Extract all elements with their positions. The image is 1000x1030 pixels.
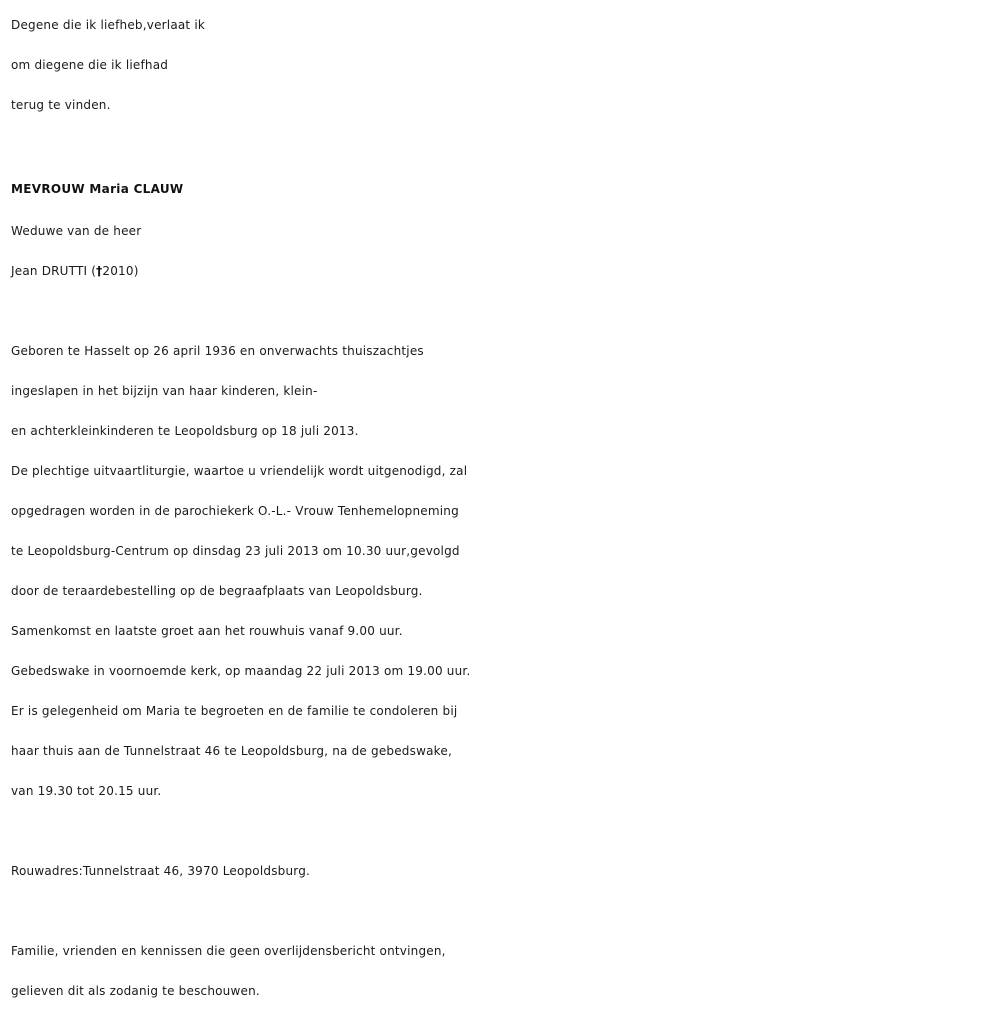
announcement-line: van 19.30 tot 20.15 uur. xyxy=(11,784,162,798)
widow-line: Weduwe van de heer xyxy=(11,224,142,238)
announcement-line: De plechtige uitvaartliturgie, waartoe u vriendelijk wordt uitgenodigd, zal xyxy=(11,464,468,478)
spouse-name: Jean DRUTTI ( xyxy=(11,264,97,278)
poem-line: terug te vinden. xyxy=(11,98,111,112)
announcement-line: door de teraardebestelling op de begraafplaats van Leopoldsburg. xyxy=(11,584,423,598)
spouse-death-year: 2010) xyxy=(102,264,139,278)
deceased-block xyxy=(11,167,1000,291)
closing-block xyxy=(11,931,1000,1011)
spacer xyxy=(11,811,1000,851)
announcement-line: Geboren te Hasselt op 26 april 1936 en onverwachts thuiszachtjes xyxy=(11,344,424,358)
announcement-block xyxy=(11,331,1000,811)
poem-block xyxy=(11,5,1000,125)
announcement-line: opgedragen worden in de parochiekerk O.-L.- Vrouw Tenhemelopneming xyxy=(11,504,459,518)
spacer xyxy=(11,291,1000,331)
closing-line: gelieven dit als zodanig te beschouwen. xyxy=(11,984,260,998)
spacer xyxy=(11,891,1000,931)
announcement-line: te Leopoldsburg-Centrum op dinsdag 23 juli 2013 om 10.30 uur,gevolgd xyxy=(11,544,460,558)
announcement-line: Gebedswake in voornoemde kerk, op maandag 22 juli 2013 om 19.00 uur. xyxy=(11,664,471,678)
spouse-line xyxy=(11,251,1000,291)
mourning-address: Rouwadres:Tunnelstraat 46, 3970 Leopoldsburg. xyxy=(11,864,311,878)
deceased-name: MEVROUW Maria CLAUW xyxy=(11,182,184,196)
announcement-line: Samenkomst en laatste groet aan het rouwhuis vanaf 9.00 uur. xyxy=(11,624,403,638)
poem-line: Degene die ik liefheb,verlaat ik xyxy=(11,18,206,32)
announcement-line: Er is gelegenheid om Maria te begroeten en de familie te condoleren bij xyxy=(11,704,458,718)
address-block xyxy=(11,851,1000,891)
announcement-line: ingeslapen in het bijzijn van haar kinderen, klein- xyxy=(11,384,318,398)
poem-line: om diegene die ik liefhad xyxy=(11,58,169,72)
cross-icon: † xyxy=(96,264,103,278)
announcement-line: en achterkleinkinderen te Leopoldsburg op 18 juli 2013. xyxy=(11,424,359,438)
spacer xyxy=(11,125,1000,167)
announcement-line: haar thuis aan de Tunnelstraat 46 te Leopoldsburg, na de gebedswake, xyxy=(11,744,452,758)
closing-line: Familie, vrienden en kennissen die geen overlijdensbericht ontvingen, xyxy=(11,944,446,958)
